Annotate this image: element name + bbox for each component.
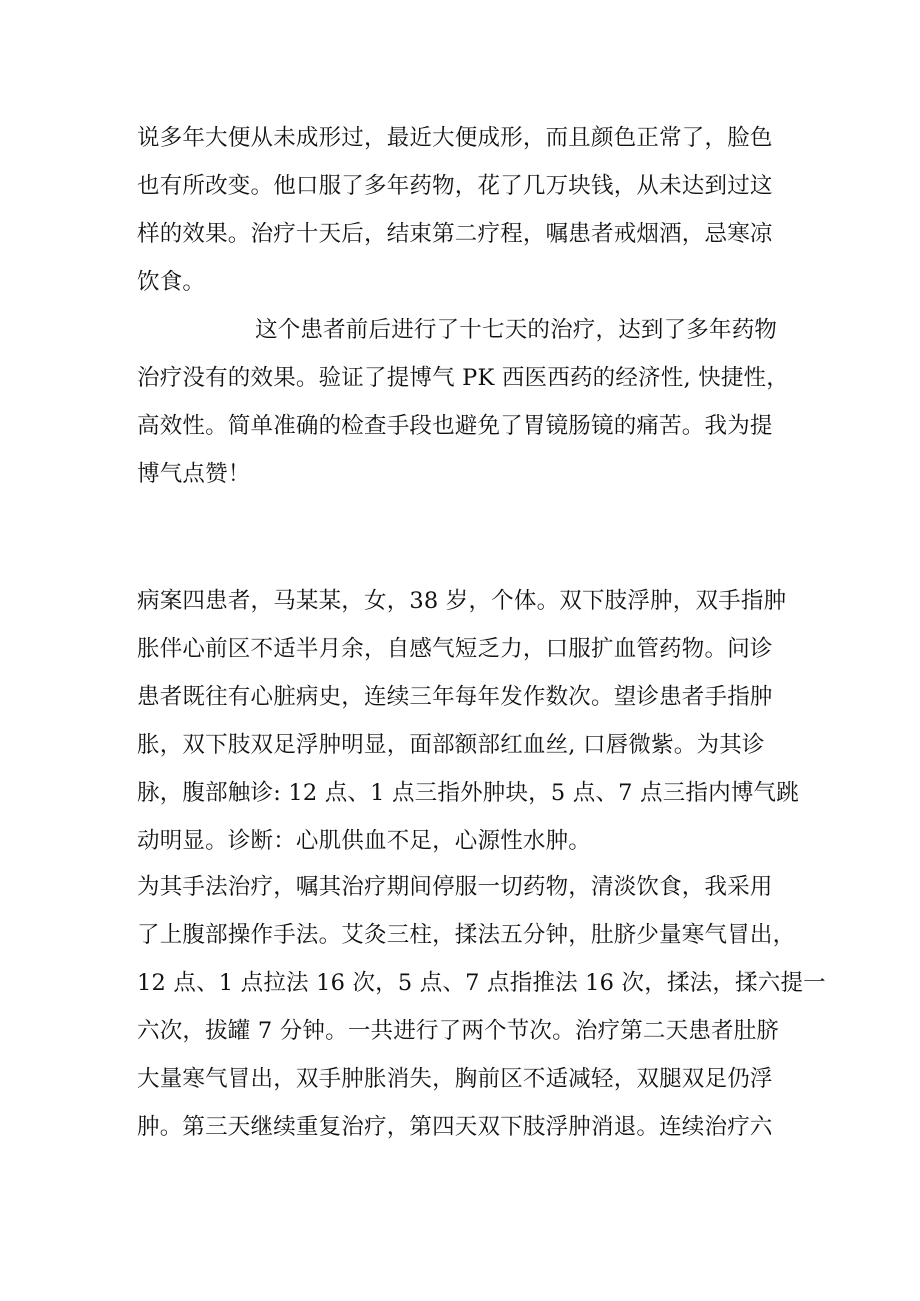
text-line: 为其手法治疗，嘱其治疗期间停服一切药物，清淡饮食，我采用 bbox=[137, 874, 773, 900]
text-line: 治疗没有的效果。验证了提博气 PK 西医西药的经济性, 快捷性， bbox=[137, 365, 789, 391]
text-line: 胀伴心前区不适半月余，自感气短乏力，口服扩血管药物。问诊 bbox=[137, 636, 773, 662]
text-line: 动明显。诊断：心肌供血不足，心源性水肿。 bbox=[137, 828, 592, 854]
text-line: 大量寒气冒出，双手肿胀消失，胸前区不适减轻，双腿双足仍浮 bbox=[137, 1066, 773, 1092]
text-line: 高效性。简单准确的检查手段也避免了胃镜肠镜的痛苦。我为提 bbox=[137, 413, 773, 439]
text-line: 肿。第三天继续重复治疗，第四天双下肢浮肿消退。连续治疗六 bbox=[137, 1114, 773, 1140]
text-line: 也有所改变。他口服了多年药物，花了几万块钱，从未达到过这 bbox=[137, 173, 773, 199]
text-line: 样的效果。治疗十天后，结束第二疗程，嘱患者戒烟酒，忌寒凉 bbox=[137, 221, 773, 247]
text-line: 患者既往有心脏病史，连续三年每年发作数次。望诊患者手指肿 bbox=[137, 684, 773, 710]
text-line: 这个患者前后进行了十七天的治疗，达到了多年药物 bbox=[255, 317, 778, 343]
text-line: 博气点赞！ bbox=[137, 461, 251, 487]
text-line: 12 点、1 点拉法 16 次，5 点、7 点指推法 16 次，揉法，揉六提一 bbox=[137, 970, 826, 996]
text-line: 胀，双下肢双足浮肿明显，面部额部红血丝, 口唇微紫。为其诊 bbox=[137, 732, 765, 758]
text-line: 了上腹部操作手法。艾灸三柱，揉法五分钟，肚脐少量寒气冒出， bbox=[137, 922, 796, 948]
text-line: 饮食。 bbox=[137, 269, 206, 295]
text-line: 说多年大便从未成形过，最近大便成形，而且颜色正常了，脸色 bbox=[137, 125, 773, 151]
text-line: 六次，拔罐 7 分钟。一共进行了两个节次。治疗第二天患者肚脐 bbox=[137, 1018, 780, 1044]
text-line: 病案四患者，马某某，女，38 岁，个体。双下肢浮肿，双手指肿 bbox=[137, 588, 787, 614]
text-line: 脉，腹部触诊: 12 点、1 点三指外肿块，5 点、7 点三指内博气跳 bbox=[137, 780, 799, 806]
